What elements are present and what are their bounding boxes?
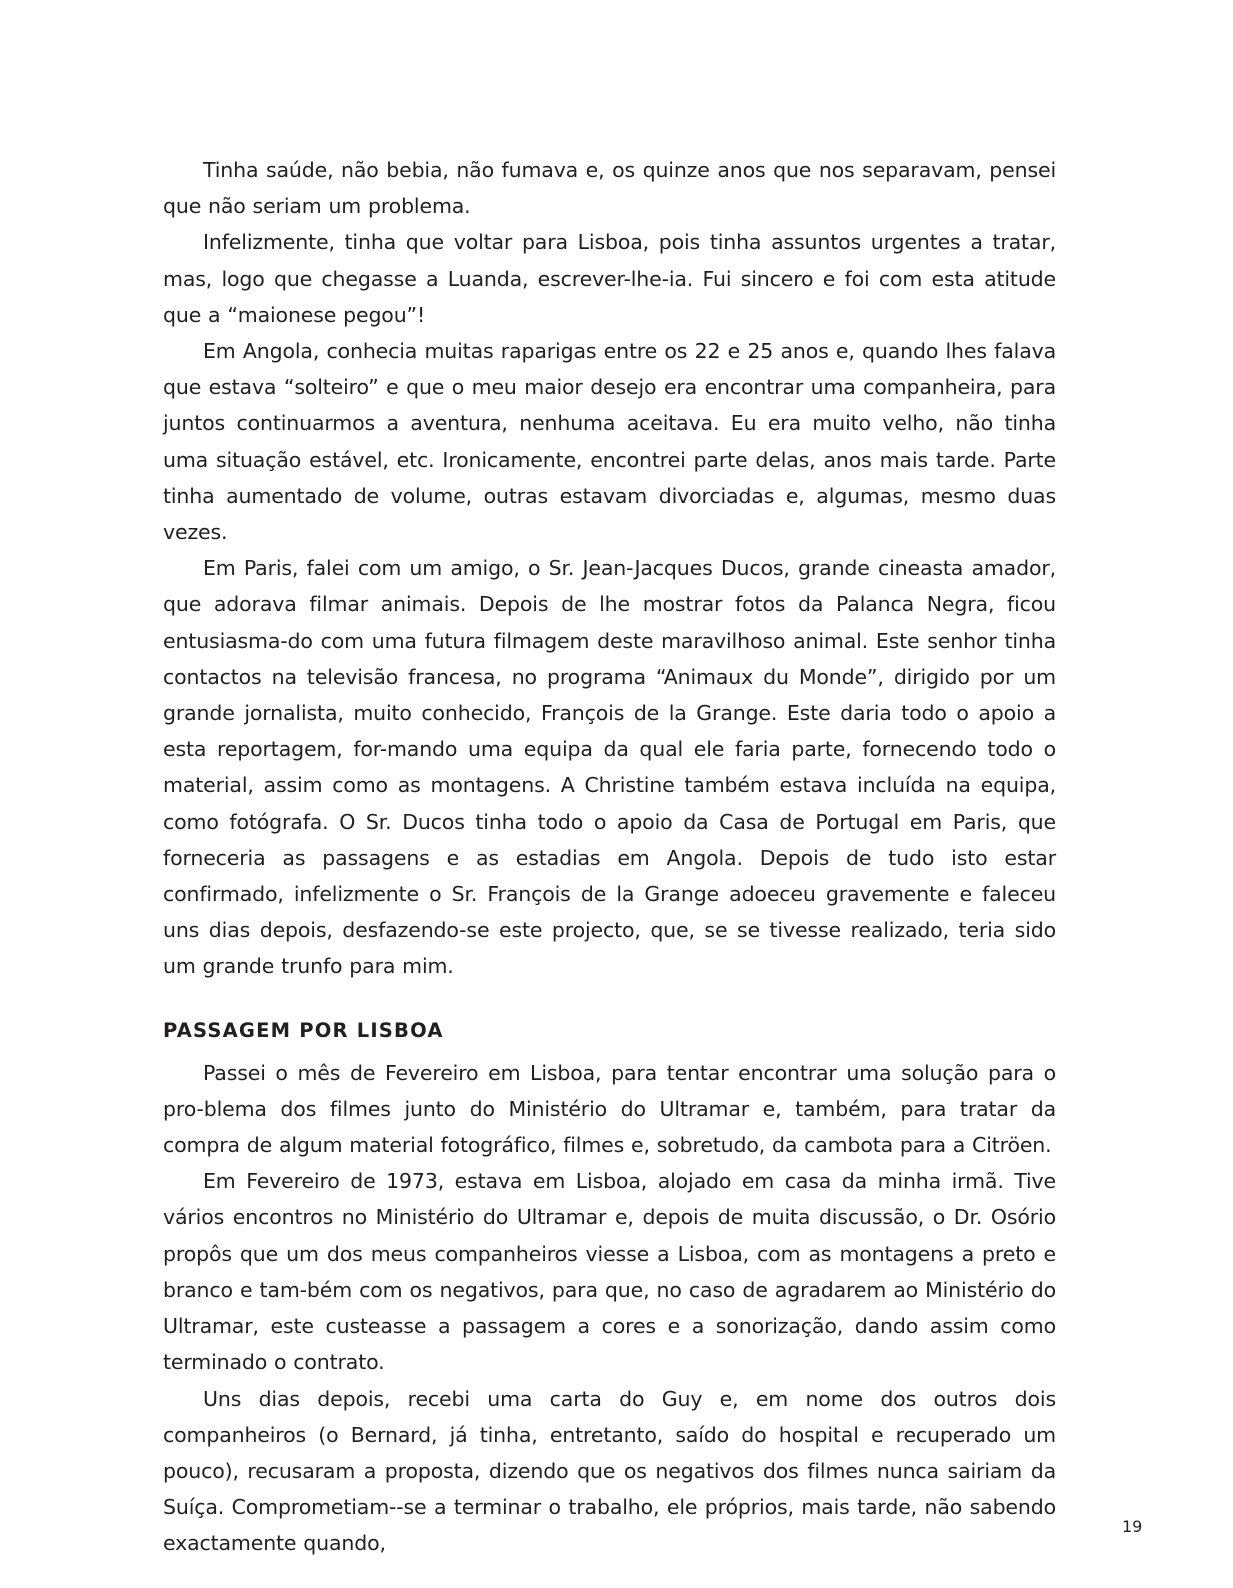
paragraph: Em Angola, conhecia muitas raparigas entre os 22 e 25 anos e, quando lhes falava que estava “solteiro” e que o meu maior desejo era encontrar uma companheira, para juntos continuarmos a aventura, nenhuma aceitava. Eu era muito velho, não tinha uma situação estável, etc. Ironicamente, encontrei parte delas, anos mais tarde. Parte tinha aumentado de volume, outras estavam divorciadas e, algumas, mesmo duas vezes.: [163, 339, 1056, 545]
paragraph: Em Paris, falei com um amigo, o Sr. Jean-Jacques Ducos, grande cineasta amador, que adorava filmar animais. Depois de lhe mostrar fotos da Palanca Negra, ficou entusiasma-do com uma futura filmagem deste maravilhoso animal. Este senhor tinha contactos na televisão francesa, no programa “Animaux du Monde”, dirigido por um grande jornalista, muito conhecido, François de la Grange. Este daria todo o apoio a esta reportagem, for-mando uma equipa da qual ele faria parte, fornecendo todo o material, assim como as montagens. A Christine também estava incluída na equipa, como fotógrafa. O Sr. Ducos tinha todo o apoio da Casa de Portugal em Paris, que forneceria as passagens e as estadias em Angola. Depois de tudo isto estar confirmado, infelizmente o Sr. François de la Grange adoeceu gravemente e faleceu uns dias depois, desfazendo-se este projecto, que, se se tivesse realizado, teria sido um grande trunfo para mim.: [163, 556, 1056, 979]
paragraph: Infelizmente, tinha que voltar para Lisboa, pois tinha assuntos urgentes a tratar, mas, logo que chegasse a Luanda, escrever-lhe-ia. Fui sincero e foi com esta atitude que a “maionese pegou”!: [163, 230, 1056, 327]
section-heading: PASSAGEM POR LISBOA: [163, 1018, 444, 1042]
paragraph: Uns dias depois, recebi uma carta do Guy e, em nome dos outros dois companheiros (o Bernard, já tinha, entretanto, saído do hospital e recuperado um pouco), recusaram a proposta, dizendo que os negativos dos filmes nunca sairiam da Suíça. Comprometiam--se a terminar o trabalho, ele próprios, mais tarde, não sabendo exactamente quando,: [163, 1386, 1056, 1556]
page-number: 19: [1122, 1517, 1143, 1536]
paragraph: Em Fevereiro de 1973, estava em Lisboa, alojado em casa da minha irmã. Tive vários encontros no Ministério do Ultramar e, depois de muita discussão, o Dr. Osório propôs que um dos meus companheiros viesse a Lisboa, com as montagens a preto e branco e tam-bém com os negativos, para que, no caso de agradarem ao Ministério do Ultramar, este custeasse a passagem a cores e a sonorização, dando assim como terminado o contrato.: [163, 1169, 1056, 1375]
paragraph: Passei o mês de Fevereiro em Lisboa, para tentar encontrar uma solução para o pro-blema dos filmes junto do Ministério do Ultramar e, também, para tratar da compra de algum material fotográfico, filmes e, sobretudo, da cambota para a Citröen.: [163, 1060, 1056, 1158]
paragraph: Tinha saúde, não bebia, não fumava e, os quinze anos que nos separavam, pensei que não seriam um problema.: [163, 158, 1056, 219]
page-content: [163, 152, 1056, 1562]
